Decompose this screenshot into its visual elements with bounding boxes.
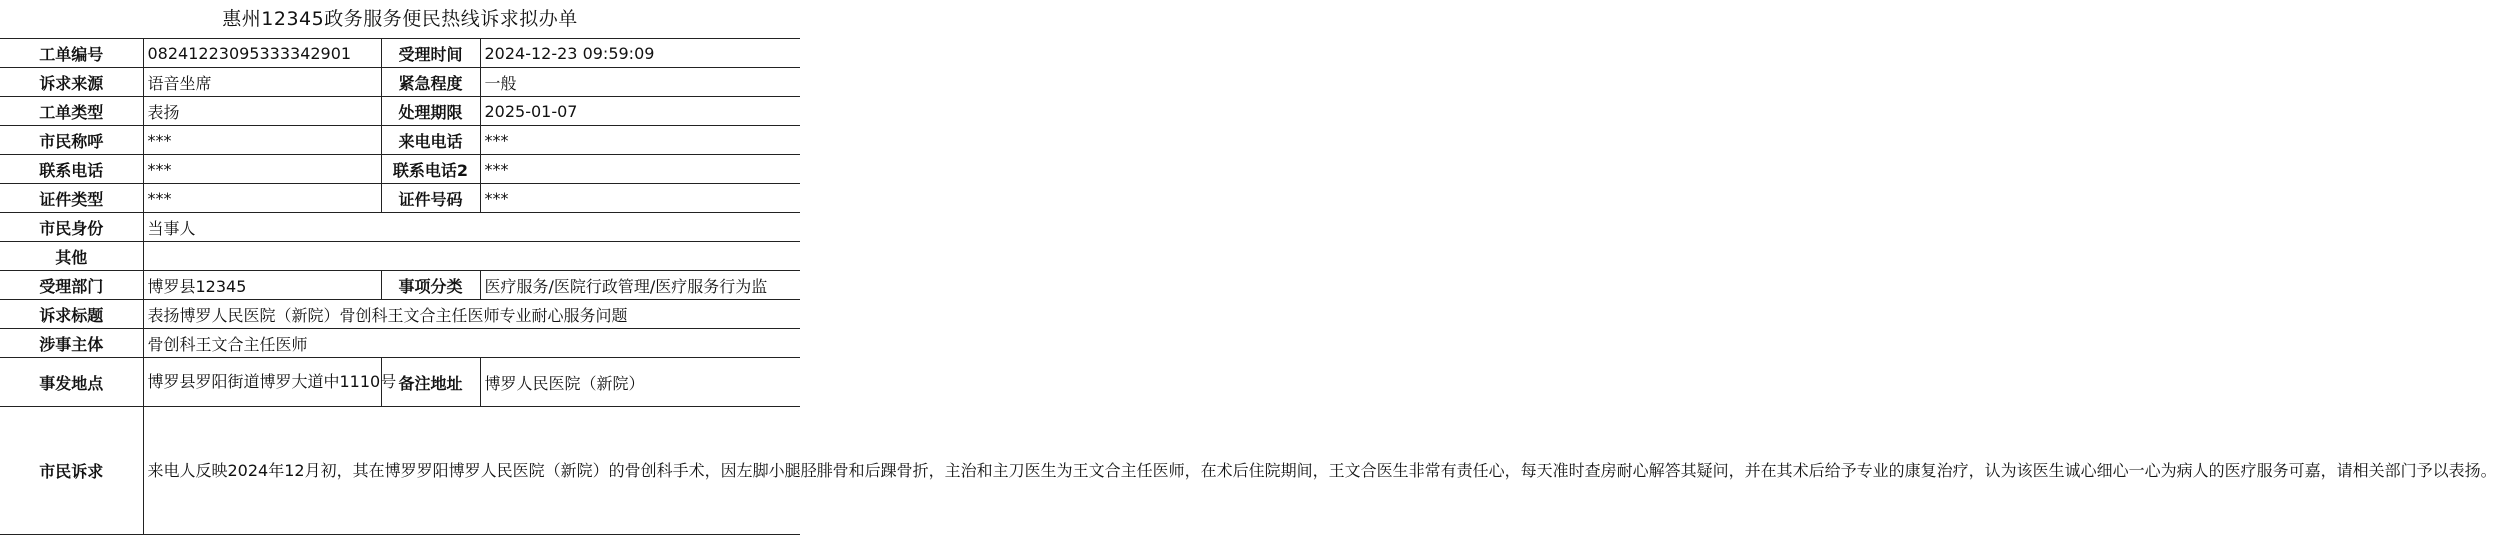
- citizen-name-value: ***: [143, 126, 381, 155]
- id-type-value: ***: [143, 184, 381, 213]
- identity-label: 市民身份: [0, 213, 143, 242]
- table-row: [0, 184, 800, 213]
- type-label: 工单类型: [0, 97, 143, 126]
- table-row: [0, 68, 800, 97]
- other-value: [143, 242, 800, 271]
- dept-value: 博罗县12345: [143, 271, 381, 300]
- table-row: [0, 97, 800, 126]
- other-label: 其他: [0, 242, 143, 271]
- table-row: [0, 271, 800, 300]
- contact-phone2-label: 联系电话2: [381, 155, 480, 184]
- caller-phone-value: ***: [480, 126, 800, 155]
- table-row: [0, 213, 800, 242]
- accept-time-label: 受理时间: [381, 39, 480, 68]
- id-no-label: 证件号码: [381, 184, 480, 213]
- subject-title-value: 表扬博罗人民医院（新院）骨创科王文合主任医师专业耐心服务问题: [143, 300, 800, 329]
- urgency-value: 一般: [480, 68, 800, 97]
- identity-value: 当事人: [143, 213, 800, 242]
- note-addr-value: 博罗人民医院（新院）: [480, 358, 800, 407]
- table-row: [0, 300, 800, 329]
- deadline-label: 处理期限: [381, 97, 480, 126]
- ticket-no-label: 工单编号: [0, 39, 143, 68]
- table-row: [0, 126, 800, 155]
- work-order-table: [0, 38, 2497, 535]
- table-row: [0, 358, 800, 407]
- category-label: 事项分类: [381, 271, 480, 300]
- table-row: [0, 407, 800, 535]
- type-value: 表扬: [143, 97, 381, 126]
- urgency-label: 紧急程度: [381, 68, 480, 97]
- accept-time-value: 2024-12-23 09:59:09: [480, 39, 800, 68]
- party-label: 涉事主体: [0, 329, 143, 358]
- table-row: [0, 39, 800, 68]
- table-row: [0, 155, 800, 184]
- table-row: [0, 329, 800, 358]
- ticket-no-value: 08241223095333342901: [143, 39, 381, 68]
- site-label: 事发地点: [0, 358, 143, 407]
- party-value: 骨创科王文合主任医师: [143, 329, 800, 358]
- table-row: [0, 242, 800, 271]
- id-no-value: ***: [480, 184, 800, 213]
- note-addr-label: 备注地址: [381, 358, 480, 407]
- id-type-label: 证件类型: [0, 184, 143, 213]
- contact-phone-label: 联系电话: [0, 155, 143, 184]
- source-value: 语音坐席: [143, 68, 381, 97]
- category-value: 医疗服务/医院行政管理/医疗服务行为监: [480, 271, 800, 300]
- source-label: 诉求来源: [0, 68, 143, 97]
- contact-phone2-value: ***: [480, 155, 800, 184]
- site-value: 博罗县罗阳街道博罗大道中1110号: [143, 358, 381, 407]
- citizen-name-label: 市民称呼: [0, 126, 143, 155]
- complaint-label: 市民诉求: [0, 407, 143, 535]
- form-title: 惠州12345政务服务便民热线诉求拟办单: [222, 8, 578, 30]
- complaint-value: 来电人反映2024年12月初，其在博罗罗阳博罗人民医院（新院）的骨创科手术，因左脚小腿胫腓骨和后踝骨折，主治和主刀医生为王文合主任医师，在术后住院期间，王文合医生非常有责任心，每天准时查房耐心解答其疑问，并在其术后给予专业的康复治疗，认为该医生诚心细心一心为病人的医疗服务可嘉，请相关部门予以表扬。: [143, 407, 800, 535]
- caller-phone-label: 来电电话: [381, 126, 480, 155]
- contact-phone-value: ***: [143, 155, 381, 184]
- subject-title-label: 诉求标题: [0, 300, 143, 329]
- deadline-value: 2025-01-07: [480, 97, 800, 126]
- dept-label: 受理部门: [0, 271, 143, 300]
